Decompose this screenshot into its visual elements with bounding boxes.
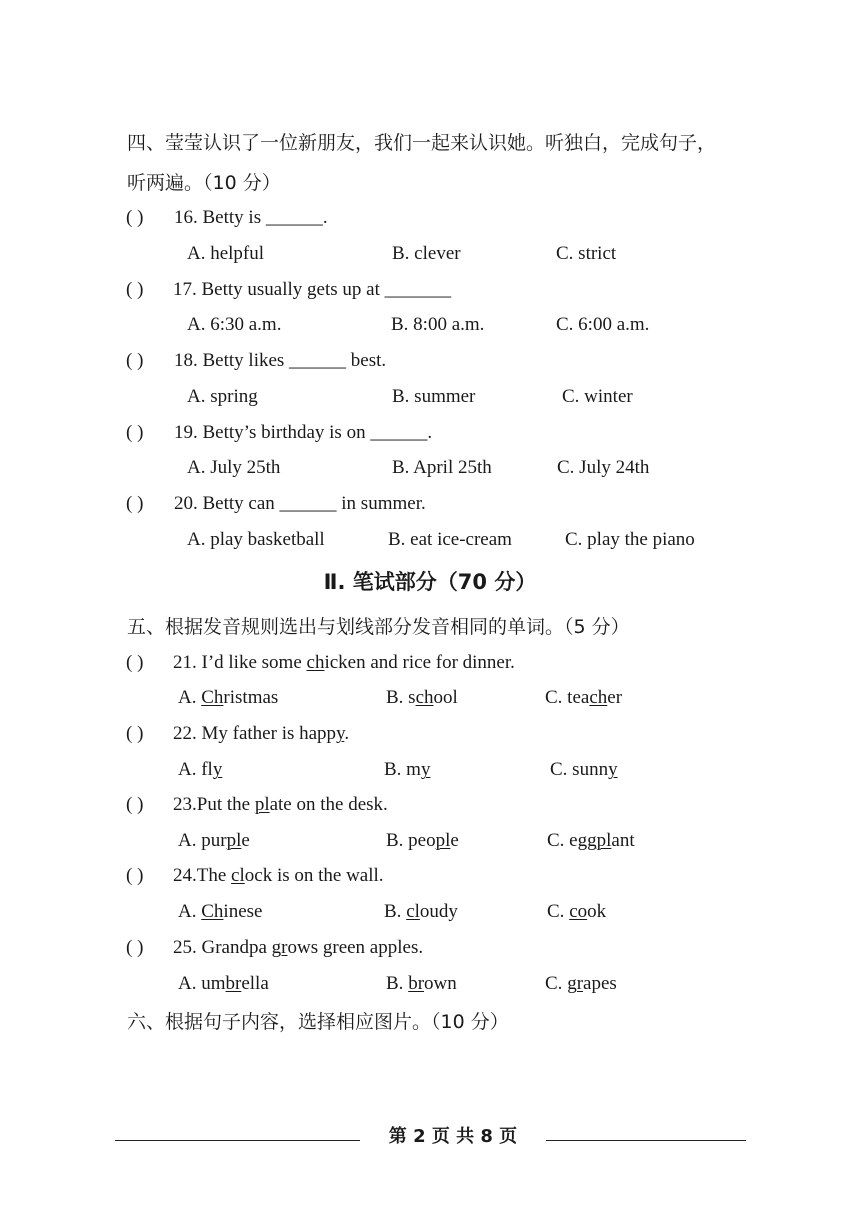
option-c: C. winter [562, 386, 633, 407]
option-a: A. Chinese [178, 901, 263, 922]
section4-title-line2: 听两遍。（10 分） [127, 172, 281, 194]
option-c: C. cook [547, 901, 607, 922]
option-a: A. fly [178, 759, 223, 780]
answer-paren[interactable]: ( ) [126, 279, 144, 300]
underlined-sound: pl [254, 794, 270, 815]
question-stem: 20. Betty can ______ in summer. [174, 493, 426, 514]
answer-paren[interactable]: ( ) [126, 493, 144, 514]
option-b: B. cloudy [384, 901, 458, 922]
answer-paren[interactable]: ( ) [126, 937, 144, 958]
footer-rule-right [546, 1140, 746, 1141]
option-c: C. sunny [550, 759, 618, 780]
answer-paren[interactable]: ( ) [126, 350, 144, 371]
option-c: C. July 24th [557, 457, 650, 478]
option-a: A. spring [187, 386, 258, 407]
question-stem: 17. Betty usually gets up at _______ [173, 279, 452, 300]
option-c: C. 6:00 a.m. [556, 314, 650, 335]
option-a: A. July 25th [187, 457, 281, 478]
question-stem: 24.The clock is on the wall. [173, 865, 384, 886]
option-c: C. teacher [545, 687, 623, 708]
option-b: B. my [384, 759, 431, 780]
answer-paren[interactable]: ( ) [126, 794, 144, 815]
option-a: A. play basketball [187, 529, 325, 550]
answer-paren[interactable]: ( ) [126, 652, 144, 673]
option-b: B. eat ice-cream [388, 529, 512, 550]
option-b: B. clever [392, 243, 461, 264]
question-stem: 25. Grandpa grows green apples. [173, 937, 424, 958]
option-a: A. helpful [187, 243, 265, 264]
question-stem: 22. My father is happy. [173, 723, 350, 744]
option-b: B. April 25th [392, 457, 492, 478]
option-a: A. umbrella [178, 973, 269, 994]
question-stem: 18. Betty likes ______ best. [174, 350, 387, 371]
section5-title: 五、根据发音规则选出与划线部分发音相同的单词。（5 分） [127, 616, 630, 638]
question-stem: 21. I’d like some chicken and rice for dinner. [173, 652, 515, 673]
option-c: C. strict [556, 243, 617, 264]
option-a: A. purple [178, 830, 250, 851]
underlined-sound: y [336, 723, 345, 744]
part2-title: Ⅱ. 笔试部分（70 分） [323, 570, 537, 594]
question-stem: 19. Betty’s birthday is on ______. [174, 422, 433, 443]
option-b: B. summer [392, 386, 476, 407]
option-b: B. 8:00 a.m. [391, 314, 485, 335]
section4-title-line1: 四、莹莹认识了一位新朋友，我们一起来认识她。听独白，完成句子， [127, 132, 717, 154]
option-b: B. brown [386, 973, 457, 994]
page-number: 第 2 页 共 8 页 [388, 1126, 518, 1147]
answer-paren[interactable]: ( ) [126, 865, 144, 886]
option-c: C. grapes [545, 973, 617, 994]
question-stem: 23.Put the plate on the desk. [173, 794, 388, 815]
underlined-sound: ch [306, 652, 325, 673]
option-a: A. Christmas [178, 687, 279, 708]
underlined-sound: cl [231, 865, 245, 886]
question-stem: 16. Betty is ______. [174, 207, 328, 228]
answer-paren[interactable]: ( ) [126, 723, 144, 744]
option-c: C. eggplant [547, 830, 635, 851]
option-b: B. school [386, 687, 458, 708]
underlined-sound: gr [271, 937, 288, 958]
footer-rule-left [115, 1140, 360, 1141]
answer-paren[interactable]: ( ) [126, 207, 144, 228]
answer-paren[interactable]: ( ) [126, 422, 144, 443]
section6-title: 六、根据句子内容，选择相应图片。（10 分） [127, 1011, 509, 1033]
option-c: C. play the piano [565, 529, 695, 550]
option-a: A. 6:30 a.m. [187, 314, 282, 335]
option-b: B. people [386, 830, 459, 851]
